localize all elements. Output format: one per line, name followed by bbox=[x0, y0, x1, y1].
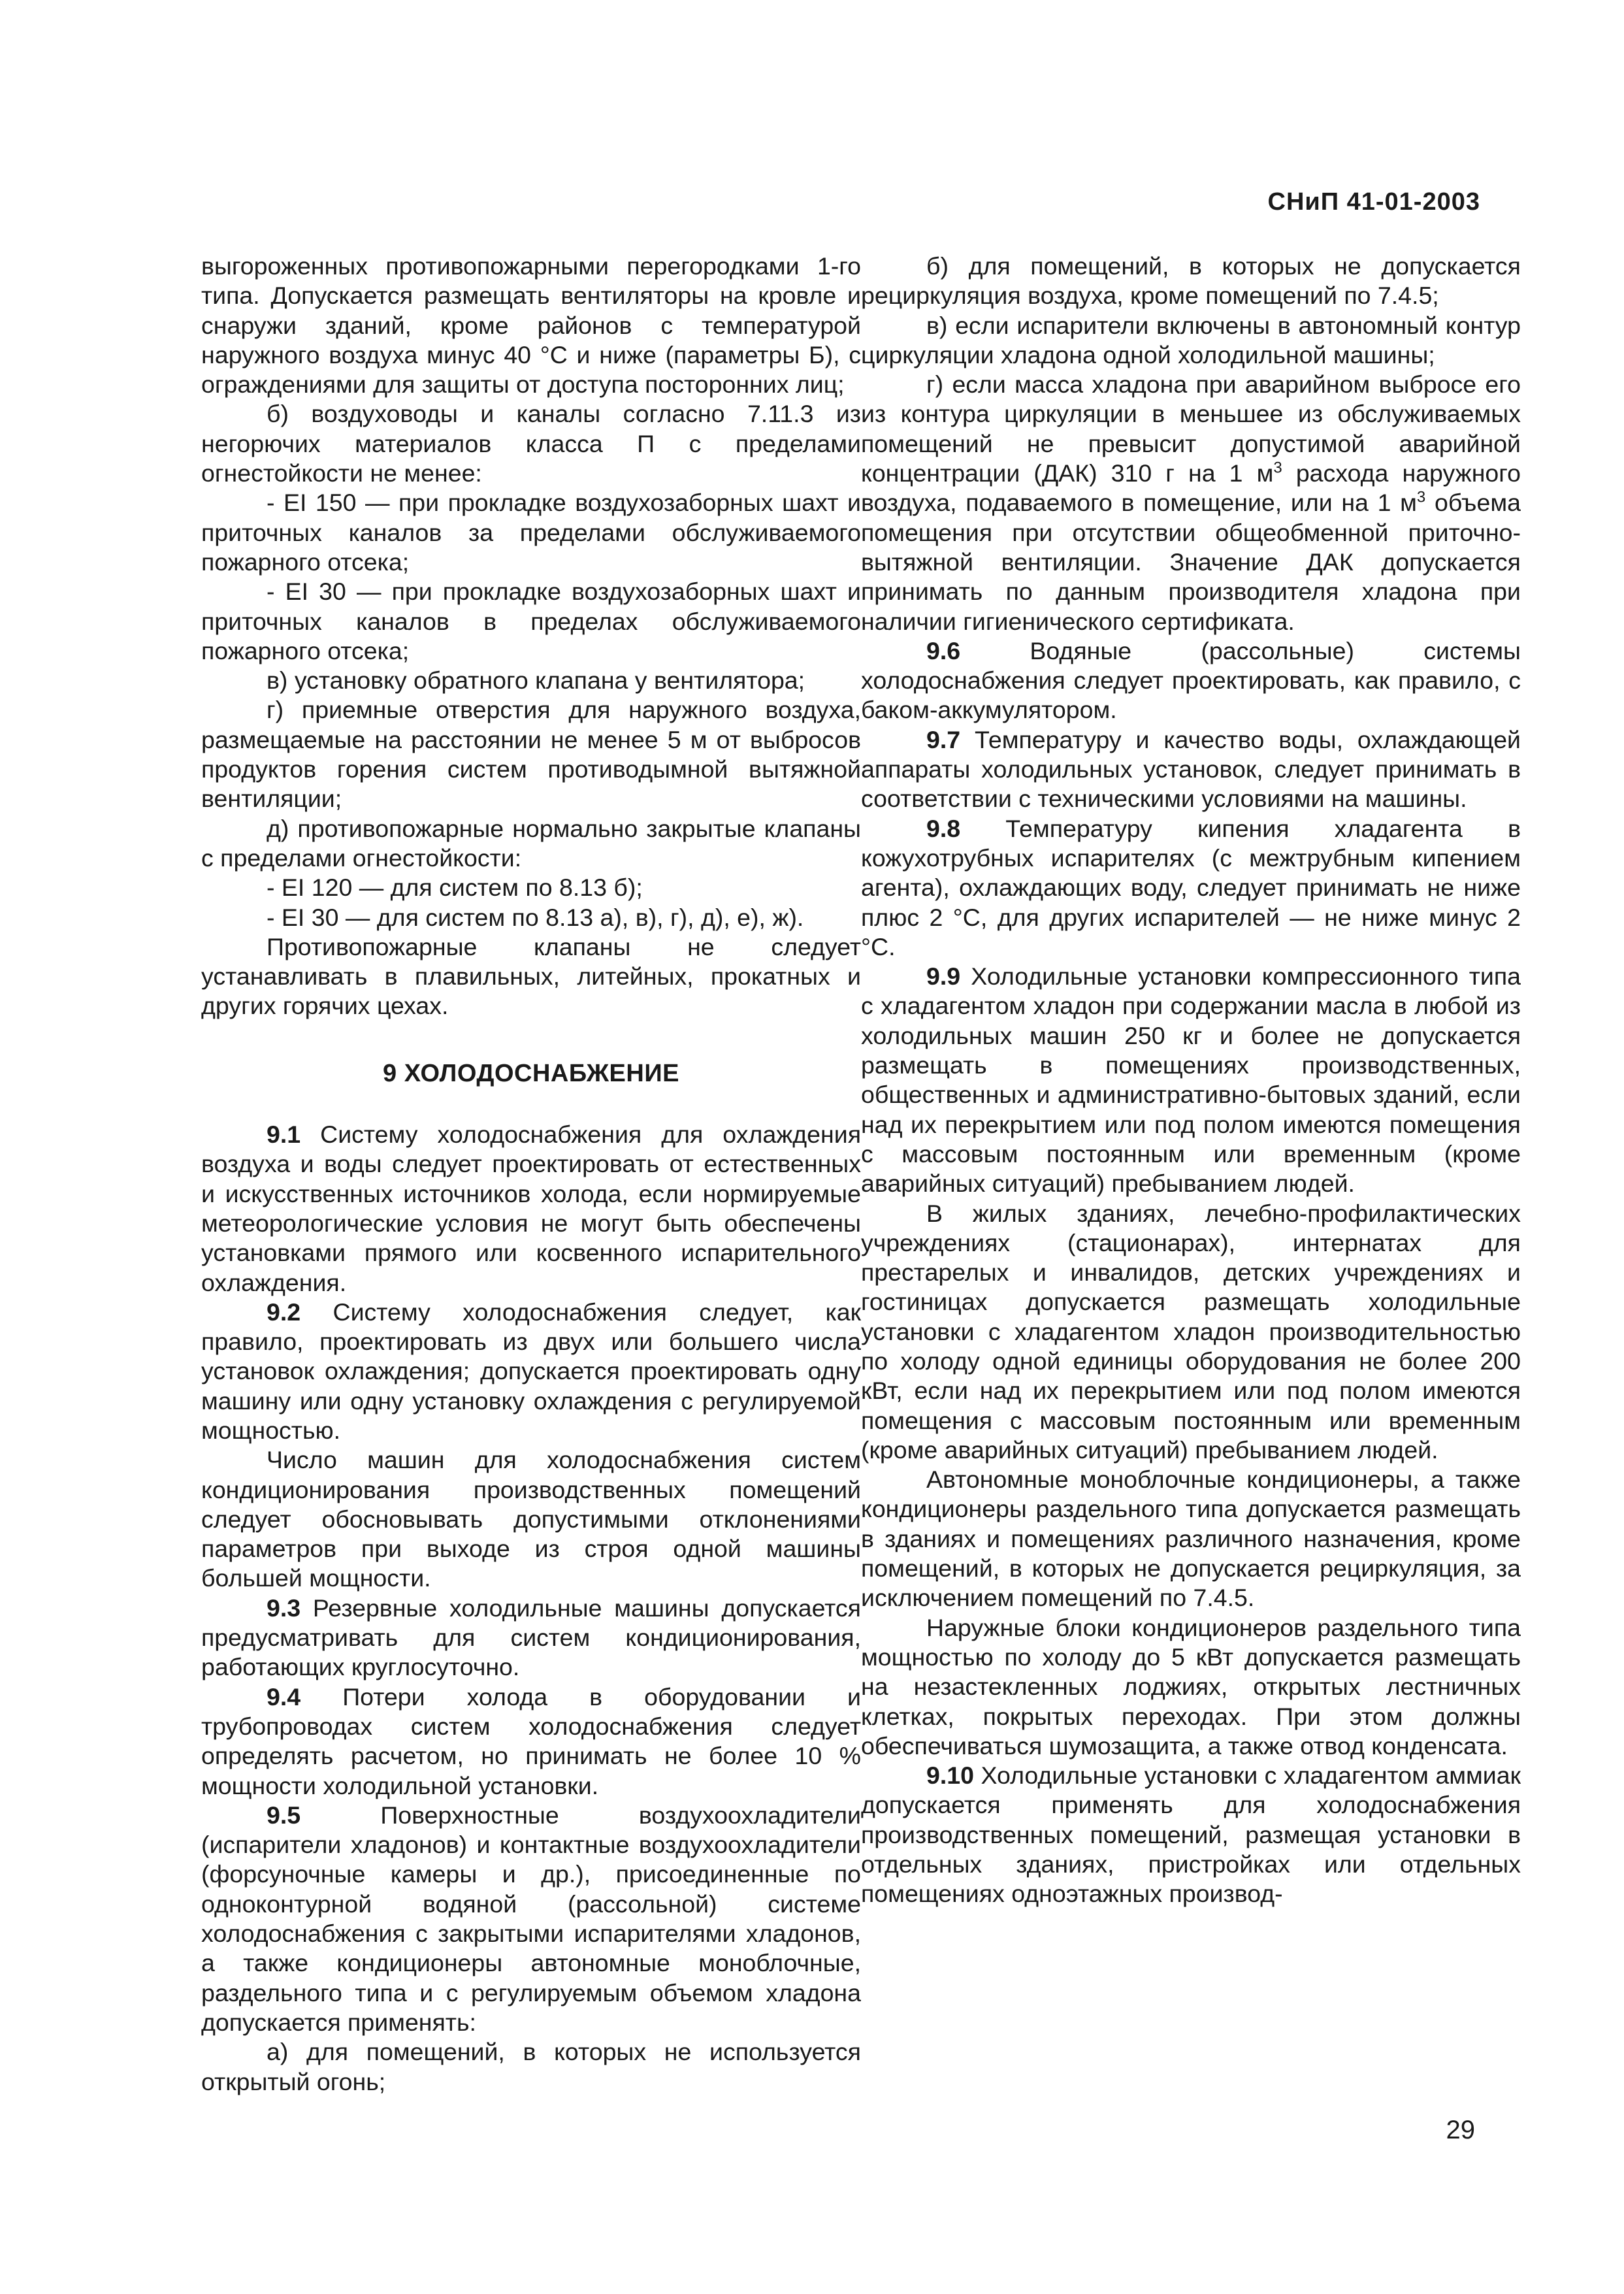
paragraph: Число машин для холодоснабжения систем кондиционирования производственных помещений следует обосновывать допустимыми отклонениями параметров при выходе из строя одной машины большей мощности. bbox=[201, 1446, 861, 1592]
paragraph: г) приемные отверстия для наружного воздуха, размещаемые на расстоянии не менее 5 м от выбросов продуктов горения систем противодымной вытяжной вентиляции; bbox=[201, 696, 861, 813]
clause-9-7 bbox=[861, 725, 1521, 814]
text-run: г) если масса хладона при аварийном выбросе его из контура циркуляции в меньшее из обслуживаемых помещений не превысит допустимой аварийной концентрации (ДАК) 310 г на 1 м bbox=[861, 370, 1521, 487]
clause-9-10 bbox=[861, 1761, 1521, 1909]
text-run: расхода наружного воздуха, подаваемого в помещение, или на 1 м bbox=[861, 459, 1521, 517]
paragraph: б) для помещений, в которых не допускается рециркуляция воздуха, кроме помещений по 7.4.5; bbox=[861, 252, 1521, 310]
clause-text: Водяные (рассольные) системы холодоснабжения следует проектировать, как правило, с баком-аккумулятором. bbox=[861, 636, 1521, 724]
clause-number: 9.1 bbox=[267, 1121, 301, 1149]
left-text-column bbox=[201, 252, 861, 2097]
clause-9-3 bbox=[201, 1594, 861, 1682]
paragraph: б) воздуховоды и каналы согласно 7.11.3 из негорючих материалов класса П с пределами огнестойкости не менее: bbox=[201, 400, 861, 487]
right-text-column bbox=[861, 252, 1521, 1909]
paragraph: - EI 150 — при прокладке воздухозаборных шахт и приточных каналов за пределами обслуживаемого пожарного отсека; bbox=[201, 489, 861, 576]
paragraph: в) если испарители включены в автономный контур циркуляции хладона одной холодильной машины; bbox=[861, 311, 1521, 369]
paragraph bbox=[861, 370, 1521, 636]
paragraph: - EI 30 — при прокладке воздухозаборных шахт и приточных каналов в пределах обслуживаемого пожарного отсека; bbox=[201, 578, 861, 664]
clause-9-6 bbox=[861, 636, 1521, 725]
paragraph: Наружные блоки кондиционеров раздельного типа мощностью по холоду до 5 кВт допускается размещать на незастекленных лоджиях, открытых лестничных клетках, покрытых переходах. При этом должны обеспечиваться шумозащита, а также отвод конденсата. bbox=[861, 1613, 1521, 1760]
clause-9-1 bbox=[201, 1120, 861, 1298]
clause-9-4 bbox=[201, 1682, 861, 1801]
paragraph: Противопожарные клапаны не следует устанавливать в плавильных, литейных, прокатных и других горячих цехах. bbox=[201, 932, 861, 1020]
clause-number: 9.6 bbox=[926, 636, 961, 664]
clause-number: 9.4 bbox=[267, 1682, 301, 1711]
clause-text: Поверхностные воздухоохладители (испарители хладонов) и контактные воздухоохладители (форсуночные камеры и др.), присоединенные по одноконтурной водяной (рассольной) системе холодоснабжения с закрытыми испарителями хладонов, а также кондиционеры автономные моноблочные, раздельного типа и с регулируемым объемом хладона допускается применять: bbox=[201, 1801, 861, 2036]
clause-9-2 bbox=[201, 1298, 861, 1445]
section-heading: 9 ХОЛОДОСНАБЖЕНИЕ bbox=[383, 1059, 679, 1087]
clause-text: Резервные холодильные машины допускается предусматривать для систем кондиционирования, работающих круглосуточно. bbox=[201, 1594, 861, 1681]
clause-text: Температуру и качество воды, охлаждающей аппараты холодильных установок, следует принимать в соответствии с техническими условиями на машины. bbox=[861, 725, 1521, 813]
clause-number: 9.9 bbox=[926, 962, 961, 991]
paragraph: в) установку обратного клапана у вентилятора; bbox=[267, 666, 805, 695]
paragraph: а) для помещений, в которых не используется открытый огонь; bbox=[201, 2038, 861, 2095]
document-code-header: СНиП 41-01-2003 bbox=[1267, 188, 1480, 216]
page-number: 29 bbox=[1446, 2116, 1475, 2144]
superscript: 3 bbox=[1273, 459, 1282, 477]
paragraph: - EI 120 — для систем по 8.13 б); bbox=[267, 874, 643, 902]
paragraph: - EI 30 — для систем по 8.13 а), в), г), д), е), ж). bbox=[267, 903, 804, 931]
clause-number: 9.5 bbox=[267, 1801, 301, 1829]
clause-9-8 bbox=[861, 814, 1521, 962]
clause-text: Холодильные установки компрессионного типа с хладагентом хладон при содержании масла в любой из холодильных машин 250 кг и более не допускается размещать в помещениях производственных, общественных и административно-бытовых зданий, если над их перекрытием или под полом имеются помещения с массовым постоянным или временным (кроме аварийных ситуаций) пребыванием людей. bbox=[861, 962, 1521, 1198]
superscript: 3 bbox=[1416, 488, 1426, 506]
clause-text: Систему холодоснабжения следует, как правило, проектировать из двух или большего числа установок охлаждения; допускается проектировать одну машину или одну установку охлаждения с регулируемой мощностью. bbox=[201, 1298, 861, 1444]
paragraph: В жилых зданиях, лечебно-профилактических учреждениях (стационарах), интернатах для престарелых и инвалидов, детских учреждениях и гостиницах допускается размещать холодильные установки с хладагентом хладон производительностью по холоду одной единицы оборудования не более 200 кВт, если над их перекрытием или под полом имеются помещения с массовым постоянным или временным (кроме аварийных ситуаций) пребыванием людей. bbox=[861, 1199, 1521, 1464]
paragraph: д) противопожарные нормально закрытые клапаны с пределами огнестойкости: bbox=[201, 814, 861, 872]
clause-text: Систему холодоснабжения для охлаждения воздуха и воды следует проектировать от естественных и искусственных источников холода, если нормируемые метеорологические условия не могут быть обеспечены установками прямого или косвенного испарительного охлаждения. bbox=[201, 1121, 861, 1296]
paragraph: выгороженных противопожарными перегородками 1-го типа. Допускается размещать вентиляторы на кровле и снаружи зданий, кроме районов с температурой наружного воздуха минус 40 °С и ниже (параметры Б), с ограждениями для защиты от доступа посторонних лиц; bbox=[201, 252, 861, 399]
clause-text: Холодильные установки с хладагентом аммиак допускается применять для холодоснабжения производственных помещений, размещая установки в отдельных зданиях, пристройках или отдельных помещениях одноэтажных производ- bbox=[861, 1761, 1521, 1908]
clause-number: 9.8 bbox=[926, 814, 961, 842]
clause-number: 9.7 bbox=[926, 725, 961, 753]
clause-text: Потери холода в оборудовании и трубопроводах систем холодоснабжения следует определять расчетом, но принимать не более 10 % мощности холодильной установки. bbox=[201, 1682, 861, 1799]
clause-9-5 bbox=[201, 1801, 861, 2037]
clause-text: Температуру кипения хладагента в кожухотрубных испарителях (с межтрубным кипением агента), охлаждающих воду, следует принимать не ниже плюс 2 °С, для других испарителей — не ниже минус 2 °С. bbox=[861, 814, 1521, 960]
clause-9-9 bbox=[861, 962, 1521, 1198]
clause-number: 9.10 bbox=[926, 1761, 974, 1790]
clause-number: 9.3 bbox=[267, 1594, 301, 1622]
paragraph: Автономные моноблочные кондиционеры, а также кондиционеры раздельного типа допускается размещать в зданиях и помещениях различного назначения, кроме помещений, в которых не допускается рециркуляция, за исключением помещений по 7.4.5. bbox=[861, 1466, 1521, 1612]
clause-number: 9.2 bbox=[267, 1298, 301, 1326]
text-run: объема помещения при отсутствии общеобменной приточно-вытяжной вентиляции. Значение ДАК допускается принимать по данным производителя хладона при наличии гигиенического сертификата. bbox=[861, 489, 1521, 635]
